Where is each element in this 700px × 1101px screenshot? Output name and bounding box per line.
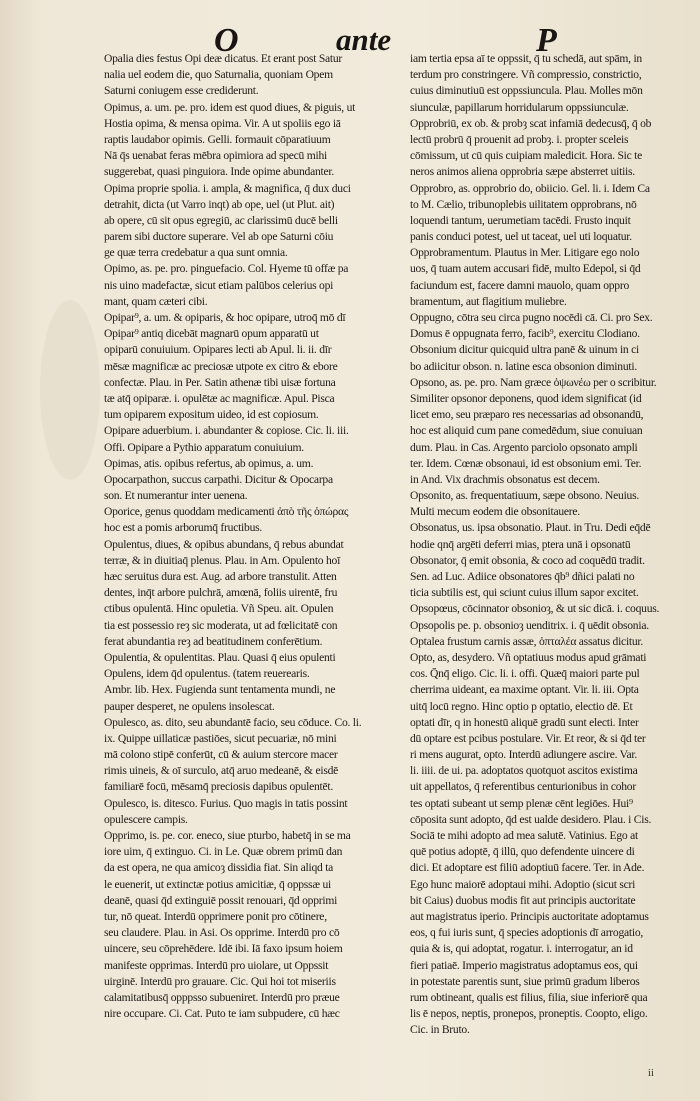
text-line: bramentum, aut flagitium muliebre.: [410, 294, 567, 308]
text-line: nis uino madefactæ, sicut etiam palūbos celerius opi: [104, 278, 334, 292]
text-line: Obsonium dicitur quicquid ultra panē & uinum in ci: [410, 343, 639, 357]
text-line: Oporice, genus quoddam medicamenti ἀπὸ τῆς ὀπώρας: [104, 505, 349, 519]
text-line: manifeste opprimas. Interdū pro uiolare, ut Oppssit: [104, 958, 329, 972]
text-line: Opipar⁹, a. um. & opiparis, & hoc opipare, utroq̄ mō dī: [104, 311, 346, 324]
text-line: ter. Idem. Cœnæ obsonaui, id est obsonium emi. Ter.: [410, 456, 642, 470]
text-line: detrahit, dicta (ut Varro inqt) ab ope, uel (ut Plut. ait): [104, 197, 335, 211]
text-line: Opalia dies festus Opi deæ dicatus. Et erant post Satur: [104, 52, 343, 65]
text-line: dū optare est pcibus postulare. Vir. Et reor, & si q̄d ter: [410, 731, 646, 745]
text-line: Opulentus, diues, & opibus abundans, q̄ rebus abundat: [104, 537, 344, 551]
text-line: tes optati subeant ut semp plenæ cēnt legiōes. Hui⁹: [410, 796, 633, 810]
text-line: bit Caius) duobus modis fit aut principis auctoritate: [410, 893, 636, 907]
text-line: ticia subtilis est, qui sciunt cuius illum sapor excitet.: [410, 586, 639, 600]
text-line: son. Et numerantur inter uenena.: [104, 489, 248, 503]
text-line: Opipare aduerbium. i. abundanter & copiose. Cic. li. iii.: [104, 424, 349, 438]
text-line: ferat abundantia reȝ ad beatitudinem conferētium.: [104, 634, 323, 648]
text-line: mēsæ magnificæ ac preciosæ utpote ex citro & ebore: [104, 359, 338, 373]
text-line: Opto, as, desydero. Vñ optatiuus modus apud grāmati: [410, 650, 647, 664]
text-line: Sen. ad Luc. Adiice obsonatores q̄b⁹ dñici palati no: [410, 570, 635, 583]
text-line: uitq̄ locū regno. Hinc optio p optatio, electio dē. Et: [410, 699, 633, 713]
text-line: terræ, & in diuitiaq̄ plenus. Plau. in Am. Opulento hoī: [104, 553, 341, 567]
text-line: neros animos aliena opprobria sæpe absterret uitiis.: [410, 165, 635, 179]
text-line: rum obtineant, qualis est filius, filia, siue inferiorē qua: [410, 990, 648, 1004]
text-line: uit appellatos, q̄ referentibus centurionibus in cohor: [410, 780, 636, 794]
text-line: da est opera, ne qua amicoȝ dissidia fiat. Sin aliqd ta: [104, 861, 334, 875]
text-line: Opulesco, is. ditesco. Furius. Quo magis in tatis possint: [104, 796, 348, 810]
text-line: Opsonito, as. frequentatiuum, sæpe obsono. Neuius.: [410, 489, 640, 503]
text-line: dici. Et adoptare est filiū adoptiuū facere. Ter. in Ade.: [410, 861, 645, 875]
text-line: hoc est aliquid cum pane comedēdum, siue conuiuan: [410, 424, 643, 438]
text-line: li. iiii. de ui. pa. adoptatos quotquot ascitos existima: [410, 764, 638, 778]
text-line: licet emo, seu præparo res necessarias ad obsonandū,: [410, 408, 644, 422]
text-line: uirginē. Interdū pro grauare. Cic. Qui hoi tot miseriis: [104, 974, 336, 988]
text-line: dum. Plau. in Cas. Argento parciolo opsonato ampli: [410, 440, 638, 454]
text-line: optati dīr, q in honestū aliquē gradū sunt electi. Inter: [410, 715, 639, 729]
text-line: Oppugno, cōtra seu circa pugno nocēdi cā. Ci. pro Sex.: [410, 311, 653, 324]
text-line: Opocarpathon, succus carpathi. Dicitur & Opocarpa: [104, 472, 333, 486]
text-line: Opulentia, & opulentitas. Plau. Quasi q̄ eius opulenti: [104, 650, 336, 664]
text-line: Opsopolis pe. p. obsonioȝ uenditrix. i. q̄ uēdit obsonia.: [410, 618, 649, 632]
text-line: ab opere, cū sit opus egregiū, ac clarissimū ducē belli: [104, 213, 338, 227]
header-right-letter: P: [536, 22, 557, 59]
text-line: cōmissum, ut cū quis cuipiam maledicit. Hora. Sic te: [410, 149, 643, 163]
text-line: opiparū conuiuium. Opipares lecti ab Apul. li. ii. dīr: [104, 343, 332, 357]
text-line: Opsopœus, cōcinnator obsonioȝ, & ut sic dicā. i. coquus.: [410, 602, 660, 616]
text-line: Opimo, as. pe. pro. pinguefacio. Col. Hyeme tū offæ pa: [104, 262, 349, 276]
text-line: tia est possessio reȝ sic moderata, ut ad fœlicitatē con: [104, 618, 338, 632]
text-line: Sociā te mihi adopto ad mea salutē. Vatinius. Ego at: [410, 829, 638, 842]
text-line: to M. Cælio, tribunoplebis uilitatem opprobrans, nō: [410, 197, 637, 211]
text-line: hoc est a pomis arborumq̄ fructibus.: [104, 521, 263, 535]
text-line: mant, quam cæteri cibi.: [104, 294, 208, 308]
text-line: Hostia opima, & mensa opima. Vir. A ut spoliis ego iā: [104, 116, 341, 130]
text-line: Opprobriū, ex ob. & probȝ scat infamiā dedecusq̄, q̄ ob: [410, 116, 652, 130]
text-line: cuius diminutiuū est oppssiuncula. Plau. Molles mōn: [410, 84, 643, 98]
text-line: suggerebat, quasi pinguiora. Inde opime abundanter.: [104, 165, 335, 179]
text-line: siunculæ, papillarum horridularum oppssiunculæ.: [410, 100, 629, 114]
text-line: tum opiparem expositum uideo, id est copiosum.: [104, 408, 319, 422]
text-line: ix. Quippe uillaticæ pastiōes, sicut pecuariæ, nō mini: [104, 731, 337, 745]
text-line: tur, nō queat. Interdū opprimere ponit pro cōtinere,: [104, 909, 327, 923]
text-line: uos, q̄ tuam autem accusari fidē, multo Edepol, si q̄d: [410, 262, 641, 276]
text-line: faciundum est, facere damni mauolo, quam oppro: [410, 278, 630, 292]
text-line: quia & is, qui adoptat, rogatur. i. interrogatur, an id: [410, 942, 633, 956]
text-line: fieri patiaē. Imperio magistratus adoptamus eos, qui: [410, 958, 638, 972]
text-line: uincere, seu cōprehēdere. Idē ibi. Iā faxo ipsum hoiem: [104, 942, 343, 956]
text-line: Opimus, a. um. pe. pro. idem est quod diues, & piguis, ut: [104, 100, 356, 114]
text-line: terdum pro constringere. Vñ compressio, constrictio,: [410, 68, 642, 82]
text-line: iore uim, q̄ extinguo. Ci. in Le. Quæ obrem primū dan: [104, 845, 343, 859]
text-line: familiarē focū, mēsamq̄ preciosis dapibus opulentēt.: [104, 780, 334, 794]
text-line: tæ atq̄ opiparæ. i. opulētæ ac magnificæ. Apul. Pisca: [104, 391, 335, 405]
text-line: mā colono stipē conferūt, cū & auium stercore macer: [104, 748, 338, 762]
text-line: ri mens augurat, opto. Interdū adiungere ascire. Var.: [410, 748, 638, 762]
text-line: in And. Vix drachmis obsonatus est decem.: [410, 472, 600, 486]
text-line: in potestate parentis sunt, siue primū gradum liberos: [410, 974, 640, 988]
text-line: Domus ē oppugnata ferro, facib⁹, exercitu Clodiano.: [410, 327, 640, 341]
text-line: deanē, quasi q̄d extinguiē possit renouari, q̄d opprimi: [104, 893, 338, 907]
text-line: panis conduci potest, uel ut taceat, uel uti loquatur.: [410, 230, 632, 244]
text-line: nire occupare. Ci. Cat. Puto te iam subpudere, cū hæc: [104, 1007, 340, 1021]
text-line: Ambr. lib. Hex. Fugienda sunt tentamenta mundi, ne: [104, 683, 336, 697]
text-line: lectū probrū q̄ prouenit ad probȝ. i. propter sceleis: [410, 132, 629, 146]
header-catchword: ante: [336, 22, 392, 57]
text-line: confectæ. Plau. in Per. Satin athenæ tibi uisæ fortuna: [104, 375, 336, 389]
paper-stain: [40, 300, 100, 480]
text-line: calamitatibusq̄ opppsso subueniret. Interdū pro præue: [104, 990, 340, 1004]
text-line: dentes, inq̄t arbore pulchrā, amœnā, foliis uirentē, fru: [104, 586, 338, 600]
text-line: Opimas, atis. opibus refertus, ab opimus, a. um.: [104, 456, 314, 470]
text-line: lis ē nepos, neptis, pronepos, proneptis. Coopto, eligo.: [410, 1007, 648, 1021]
text-line: hæc seruitus dura est. Aug. ad arbore transtulit. Atten: [104, 570, 337, 583]
header-left-letter: O: [214, 22, 239, 59]
text-line: cherrima uideant, ea maxime optant. Vir. li. iii. Opta: [410, 683, 639, 697]
text-line: Obsonator, q̄ emit obsonia, & coco ad coquēdū tradit.: [410, 553, 645, 567]
text-line: rimis uineis, & oī surculo, atq̄ aruo medeanē, & eisdē: [104, 764, 339, 778]
text-line: pauper desperet, ne opulens insolescat.: [104, 699, 275, 713]
text-line: Obsonatus, us. ipsa obsonatio. Plaut. in Tru. Dedi eq̄dē: [410, 521, 651, 535]
text-line: Nā q̄s uenabat feras mēbra opimiora ad specū mihi: [104, 149, 328, 163]
text-line: nalia uel eodem die, quo Saturnalia, quoniam Opem: [104, 68, 333, 82]
text-line: loquendi tantum, uerumetiam tacēdi. Frusto inquit: [410, 213, 631, 227]
text-line: ctibus opulentā. Hinc opuletia. Vñ Speu. ait. Opulen: [104, 602, 334, 616]
text-line: Similiter opsonor deponens, quod idem significat (id: [410, 391, 642, 405]
text-line: cōposita sunt adopto, q̄d est ualde desidero. Plau. i Cis.: [410, 812, 652, 826]
text-line: opulescere campis.: [104, 812, 188, 826]
text-line: Opprimo, is. pe. cor. eneco, siue pturbo, habetq̄ in se ma: [104, 829, 351, 842]
right-text-column: [410, 51, 696, 1071]
text-line: iam tertia epsa aī te oppssit, q̄ tu schedā, aut spām, in: [410, 52, 642, 65]
text-line: bo adiicitur obson. n. latine esca obsonion diminuti.: [410, 359, 637, 373]
text-line: Optalea frustum carnis assæ, ὀπταλέα assatus dicitur.: [410, 634, 644, 648]
text-line: Saturni coniugem esse crediderunt.: [104, 84, 259, 98]
text-line: raptis laudabor opimis. Gelli. formauit cōparatiuum: [104, 132, 331, 146]
text-line: Multi mecum eodem die obsonitauere.: [410, 505, 580, 519]
text-line: cos. Q̄nq̄ eligo. Cic. li. i. offi. Quæq̄ maiori parte pul: [410, 667, 640, 681]
text-line: le euenerit, ut extinctæ potius amicitiæ, q̄ oppssæ ui: [104, 877, 331, 891]
text-line: Offi. Opipare a Pythio apparatum conuiuium.: [104, 440, 304, 454]
text-line: parem sibi ductore superare. Vel ab ope Saturni cōiu: [104, 230, 334, 244]
text-line: quē potius adoptē, q̄ illū, quo defendente uincere di: [410, 845, 635, 859]
text-line: hodie qnq̄ argēti deferri mias, ptera unā i opsonatū: [410, 537, 631, 551]
text-line: Opprobro, as. opprobrio do, obiicio. Gel. li. i. Idem Ca: [410, 181, 650, 195]
text-line: Cic. in Bruto.: [410, 1023, 470, 1037]
text-line: Opsono, as. pe. pro. Nam græce ὀψωνέω per ο scribitur.: [410, 375, 657, 389]
text-line: seu claudere. Plau. in Asi. Os opprime. Interdū pro cō: [104, 926, 340, 940]
text-line: aut magistratus iperio. Principis auctoritate adoptamus: [410, 909, 649, 923]
text-line: ge quæ terra credebatur a qua sunt omnia.: [104, 246, 288, 260]
text-line: Opima proprie spolia. i. ampla, & magnifica, q̄ dux duci: [104, 181, 351, 195]
text-line: Opprobramentum. Plautus in Mer. Litigare ego nolo: [410, 246, 640, 260]
text-line: Opipar⁹ antiq dicebāt magnarū opum apparatū ut: [104, 327, 319, 341]
left-text-column: [104, 51, 400, 1071]
text-line: Opulens, idem q̄d opulentus. (tatem reuerearis.: [104, 667, 310, 681]
page-number: ii: [647, 1067, 654, 1079]
text-line: Opulesco, as. dito, seu abundantē facio, seu cōduce. Co. li.: [104, 715, 362, 729]
text-line: Ego hunc maiorē adoptaui mihi. Adoptio (sicut scri: [410, 877, 636, 891]
text-line: eos, q fui iuris sunt, q̄ species adoptionis dī arrogatio,: [410, 926, 644, 940]
